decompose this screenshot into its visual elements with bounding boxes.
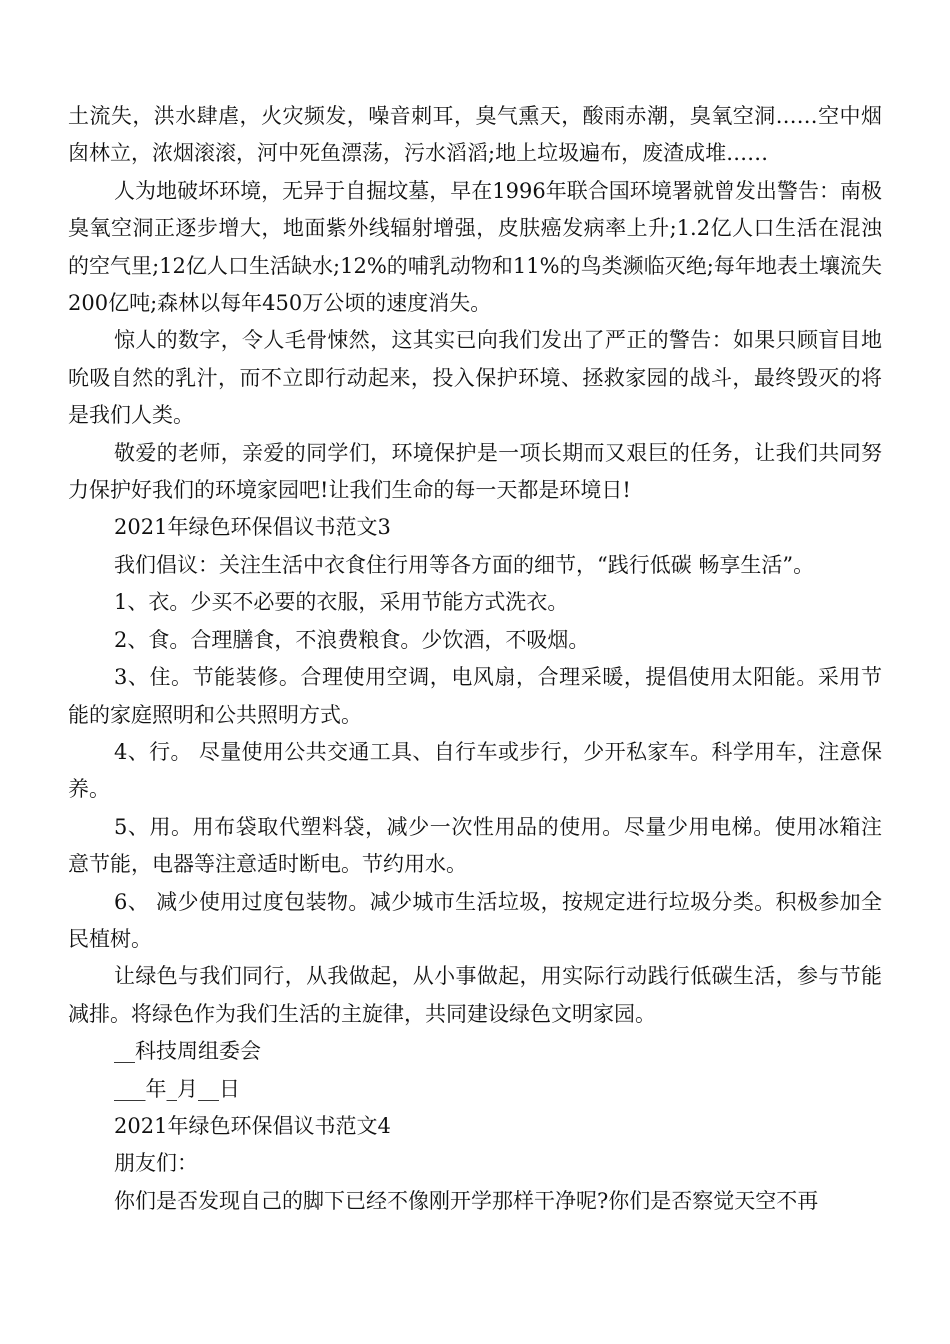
paragraph-shocking-numbers: 惊人的数字，令人毛骨悚然，这其实已向我们发出了严正的警告：如果只顾盲目地吮吸自然的乳汁，而不立即行动起来，投入保护环境、拯救家园的战斗，最终毁灭的将是我们人类。	[68, 328, 882, 428]
paragraph-appeal: 敬爱的老师，亲爱的同学们，环境保护是一项长期而又艰巨的任务，让我们共同努力保护好我们的环境家园吧!让我们生命的每一天都是环境日!	[68, 440, 882, 503]
list-item-housing: 3、住。节能装修。合理使用空调，电风扇，合理采暖，提倡使用太阳能。采用节能的家庭照明和公共照明方式。	[68, 665, 882, 727]
list-item-food: 2、食。合理膳食，不浪费粮食。少饮酒，不吸烟。	[114, 627, 590, 652]
list-item-packaging: 6、 减少使用过度包装物。减少城市生活垃圾，按规定进行垃圾分类。积极参加全民植树。	[68, 889, 882, 951]
paragraph-closing: 让绿色与我们同行，从我做起，从小事做起，用实际行动践行低碳生活，参与节能减排。将绿色作为我们生活的主旋律，共同建设绿色文明家园。	[68, 964, 882, 1026]
section-heading-3: 2021年绿色环保倡议书范文3	[114, 515, 391, 540]
document-body	[68, 98, 882, 1220]
proposal-intro: 我们倡议：关注生活中衣食住行用等各方面的细节，“践行低碳 畅享生活”。	[114, 552, 815, 577]
paragraph-continuation: 土流失，洪水肆虐，火灾频发，噪音刺耳，臭气熏天，酸雨赤潮，臭氧空洞……空中烟囱林立，浓烟滚滚，河中死鱼漂荡，污水滔滔;地上垃圾遍布，废渣成堆……	[68, 104, 882, 166]
salutation: 朋友们：	[114, 1151, 198, 1176]
paragraph-warning: 人为地破坏环境，无异于自掘坟墓，早在1996年联合国环境署就曾发出警告：南极臭氧空洞正逐步增大，地面紫外线辐射增强，皮肤癌发病率上升;1.2亿人口生活在混浊的空气里;12亿人口生活缺水;12%的哺乳动物和11%的鸟类濒临灭绝;每年地表土壤流失200亿吨;森林以每年450万公顷的速度消失。	[68, 178, 882, 316]
paragraph-opening: 你们是否发现自己的脚下已经不像刚开学那样干净呢?你们是否察觉天空不再	[114, 1188, 819, 1213]
signature-date: ___年_月__日	[114, 1076, 240, 1101]
list-item-travel: 4、行。 尽量使用公共交通工具、自行车或步行，少开私家车。科学用车，注意保养。	[68, 739, 882, 802]
list-item-clothing: 1、衣。少买不必要的衣服，采用节能方式洗衣。	[114, 590, 569, 615]
signature-organizer: __科技周组委会	[114, 1039, 261, 1064]
section-heading-4: 2021年绿色环保倡议书范文4	[114, 1113, 391, 1138]
list-item-use: 5、用。用布袋取代塑料袋，减少一次性用品的使用。尽量少用电梯。使用冰箱注意节能，电器等注意适时断电。节约用水。	[68, 814, 882, 877]
